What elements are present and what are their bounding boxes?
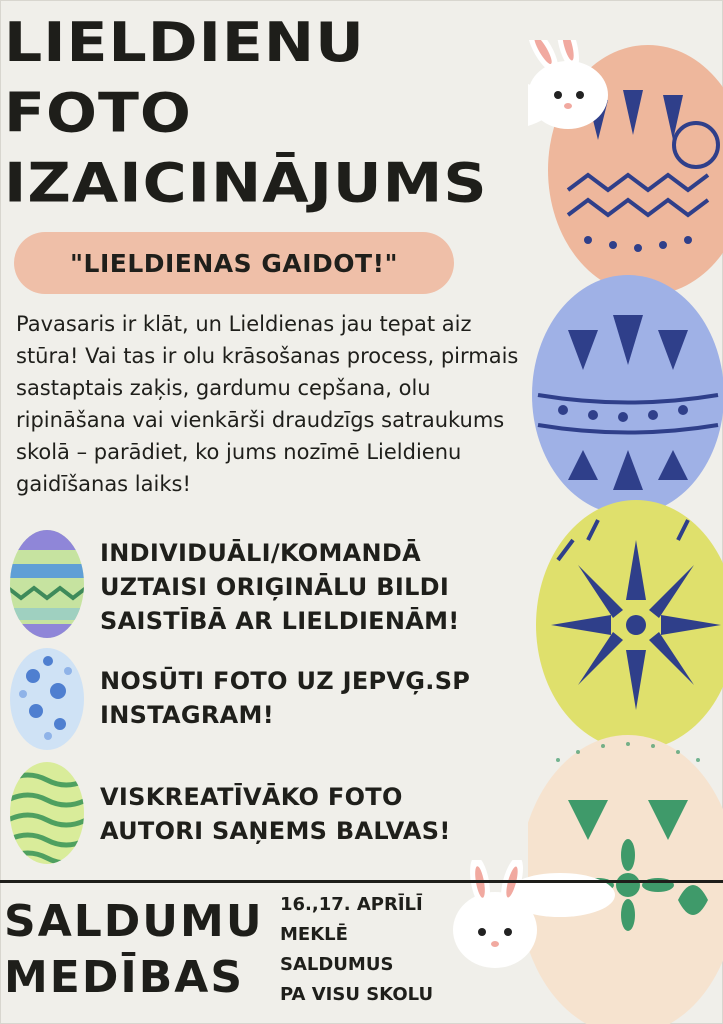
wavy-egg-icon <box>8 760 86 866</box>
step-3 <box>100 780 451 848</box>
hunt-info-line: 16.,17. APRĪLĪ <box>280 894 423 915</box>
blue-egg-icon <box>532 275 723 515</box>
hunt-info-line: MEKLĒ <box>280 924 348 945</box>
hunt-info-line: SALDUMUS <box>280 954 394 975</box>
bunny-bottom-icon <box>440 860 620 980</box>
title-line: LIELDIENU <box>4 11 365 75</box>
step-line: INDIVIDUĀLI/KOMANDĀ <box>100 539 422 567</box>
striped-egg-icon <box>8 528 86 640</box>
subtitle-text: "LIELDIENAS GAIDOT!" <box>69 248 399 278</box>
title-line: IZAICINĀJUMS <box>4 152 488 215</box>
yellow-egg-icon <box>536 500 723 750</box>
step-line: VISKREATĪVĀKO FOTO <box>100 783 403 811</box>
hunt-title-line: SALDUMU <box>4 896 264 947</box>
bunny-top-icon <box>528 40 608 130</box>
step-line: INSTAGRAM! <box>100 701 274 729</box>
step-line: UZTAISI ORIĢINĀLU BILDI <box>100 573 450 601</box>
hunt-title-line: MEDĪBAS <box>4 952 245 1003</box>
step-1 <box>100 536 460 638</box>
step-line: SAISTĪBĀ AR LIELDIENĀM! <box>100 607 460 635</box>
poster-title <box>4 8 488 219</box>
section-divider <box>0 880 723 883</box>
hunt-info-line: PA VISU SKOLU <box>280 984 434 1005</box>
subtitle-pill <box>14 232 454 294</box>
intro-paragraph: Pavasaris ir klāt, un Lieldienas jau tepat aiz stūra! Vai tas ir olu krāsošanas process, pirmais sastaptais zaķis, gardumu cepšana, olu ripināšana vai vienkārši draudzīgs satraukums skolā – parādiet, ko jums nozīmē Lieldienu gaidīšanas laiks! <box>16 312 519 496</box>
hunt-info <box>280 890 433 1010</box>
hunt-title <box>4 894 264 1006</box>
step-line: AUTORI SAŅEMS BALVAS! <box>100 817 451 845</box>
step-line: NOSŪTI FOTO UZ JEPVĢ.SP <box>100 667 471 695</box>
title-line: FOTO <box>4 81 192 145</box>
floral-egg-icon <box>8 646 86 752</box>
step-2 <box>100 664 470 732</box>
